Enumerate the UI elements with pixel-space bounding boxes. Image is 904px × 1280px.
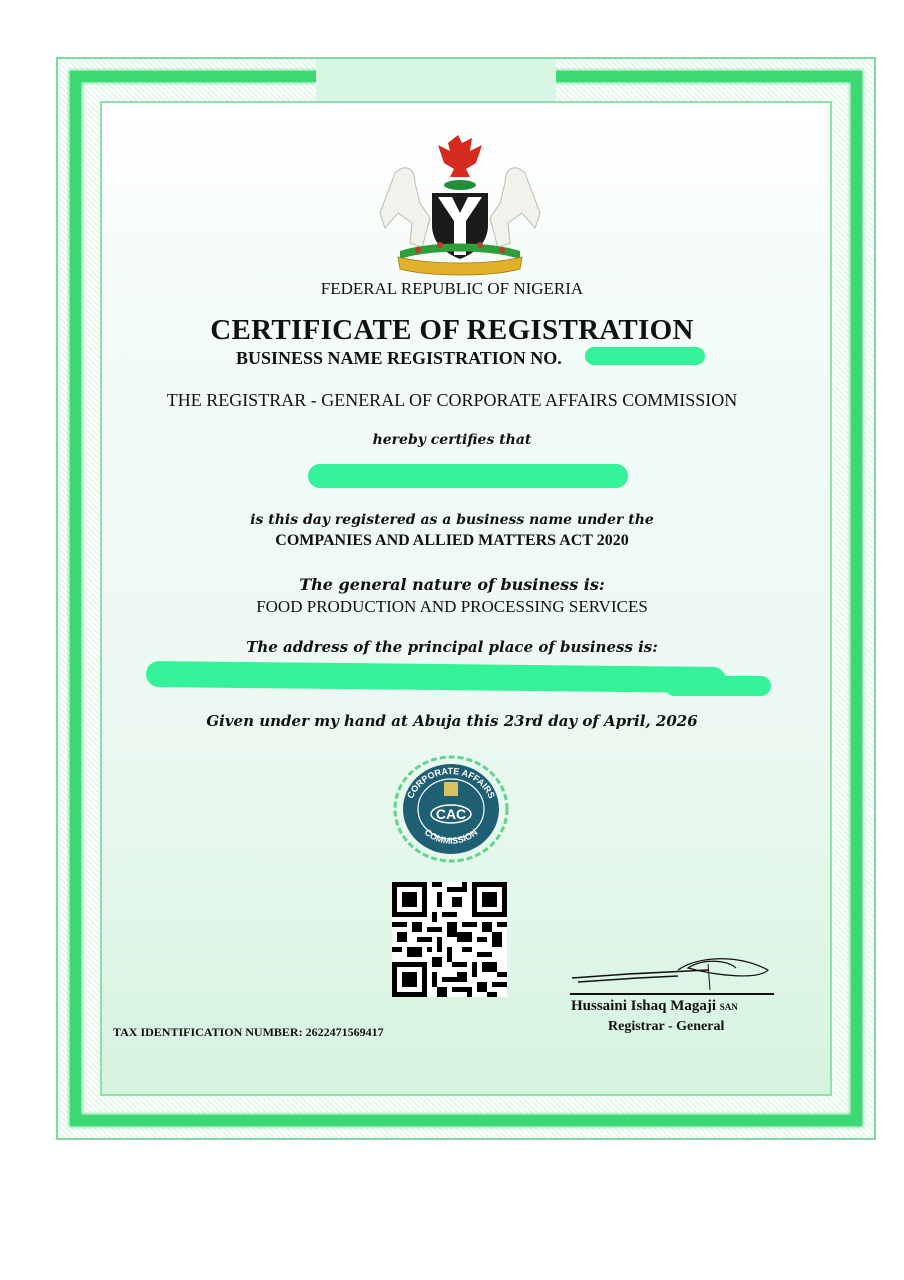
address-redacted-tail	[665, 676, 771, 696]
issuing-authority: THE REGISTRAR - GENERAL OF CORPORATE AFFAIRS COMMISSION	[166, 390, 738, 410]
cac-seal-icon	[392, 754, 510, 864]
address-redacted	[146, 661, 726, 693]
act-name: COMPANIES AND ALLIED MATTERS ACT 2020	[275, 532, 629, 549]
coat-of-arms-icon	[370, 133, 550, 278]
svg-text:CAC: CAC	[435, 806, 467, 822]
svg-text:COMMISSION: COMMISSION	[422, 827, 480, 846]
registered-statement: is this day registered as a business name under the	[250, 512, 654, 528]
country-name: FEDERAL REPUBLIC OF NIGERIA	[320, 279, 584, 298]
qr-code[interactable]	[392, 882, 507, 997]
address-label: The address of the principal place of business is:	[246, 638, 658, 656]
svg-text:CORPORATE AFFAIRS: CORPORATE AFFAIRS	[405, 765, 497, 800]
signatory-suffix: SAN	[719, 1002, 738, 1012]
business-name-redacted	[308, 464, 628, 488]
signatory-title: Registrar - General	[608, 1019, 725, 1034]
nature-label: The general nature of business is:	[299, 575, 605, 594]
nature-value: FOOD PRODUCTION AND PROCESSING SERVICES	[256, 597, 648, 616]
registration-number-label: BUSINESS NAME REGISTRATION NO.	[236, 348, 562, 368]
certifies-text: hereby certifies that	[372, 432, 532, 448]
signature	[568, 950, 778, 998]
signatory-name: Hussaini Ishaq Magaji SAN	[571, 998, 738, 1014]
certificate-title: CERTIFICATE OF REGISTRATION	[210, 314, 694, 346]
given-date-line: Given under my hand at Abuja this 23rd day of April, 2026	[206, 712, 698, 730]
tax-identification-number: TAX IDENTIFICATION NUMBER: 2622471569417	[113, 1025, 384, 1039]
registration-number-redacted	[585, 347, 705, 365]
